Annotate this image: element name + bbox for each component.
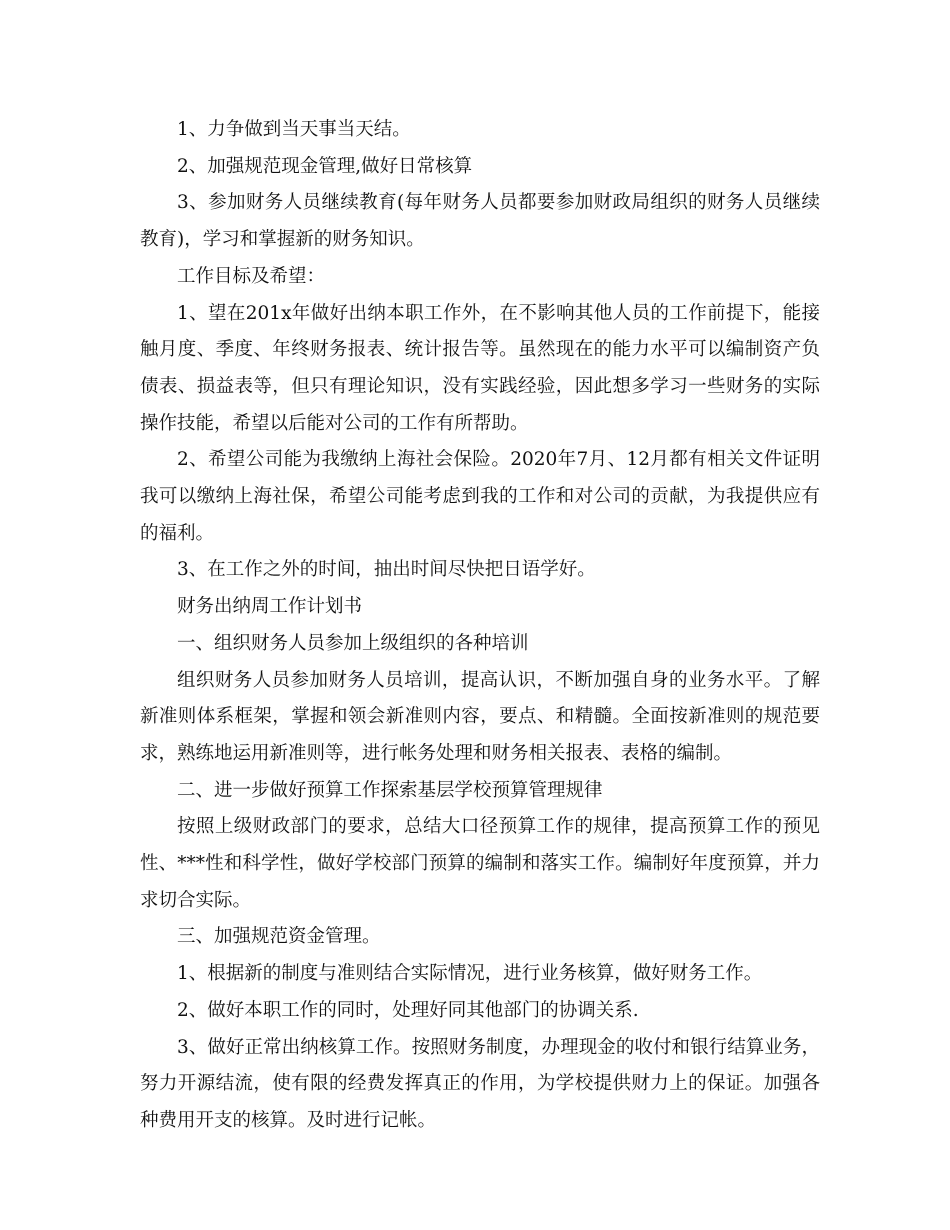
goal-item-2: 2、希望公司能为我缴纳上海社会保险。2020年7月、12月都有相关文件证明我可以缴纳上海社保，希望公司能考虑到我的工作和对公司的贡献，为我提供应有的福利。 [140,449,820,544]
goal-item-3: 3、在工作之外的时间，抽出时间尽快把日语学好。 [177,559,596,581]
plan-title: 财务出纳周工作计划书 [177,596,363,618]
plan-paragraph-2: 按照上级财政部门的要求，总结大口径预算工作的规律，提高预算工作的预见性、***性和科学性，做好学校部门预算的编制和落实工作。编制好年度预算，并力求切合实际。 [140,816,820,911]
task-item-1: 1、力争做到当天事当天结。 [177,119,411,140]
plan-item-3: 3、做好正常出纳核算工作。按照财务制度，办理现金的收付和银行结算业务，努力开源结流，使有限的经费发挥真正的作用，为学校提供财力上的保证。加强各种费用开支的核算。及时进行记帐。 [140,1036,820,1131]
plan-item-2: 2、做好本职工作的同时，处理好同其他部门的协调关系. [177,999,639,1021]
document-body [140,112,820,1140]
plan-heading-3: 三、加强规范资金管理。 [177,926,381,948]
task-item-2: 2、加强规范现金管理,做好日常核算 [177,155,473,177]
plan-heading-2: 二、进一步做好预算工作探索基层学校预算管理规律 [177,779,603,801]
plan-paragraph-1: 组织财务人员参加财务人员培训，提高认识，不断加强自身的业务水平。了解新准则体系框架，掌握和领会新准则内容，要点、和精髓。全面按新准则的规范要求，熟练地运用新准则等，进行帐务处理和财务相关报表、表格的编制。 [140,669,820,764]
goal-item-1: 1、望在201x年做好出纳本职工作外，在不影响其他人员的工作前提下，能接触月度、季度、年终财务报表、统计报告等。虽然现在的能力水平可以编制资产负债表、损益表等，但只有理论知识，没有实践经验，因此想多学习一些财务的实际操作技能，希望以后能对公司的工作有所帮助。 [140,302,820,434]
task-item-3: 3、参加财务人员继续教育(每年财务人员都要参加财政局组织的财务人员继续教育)，学习和掌握新的财务知识。 [140,192,820,251]
plan-heading-1: 一、组织财务人员参加上级组织的各种培训 [177,632,529,654]
plan-item-1: 1、根据新的制度与准则结合实际情况，进行业务核算，做好财务工作。 [177,963,763,985]
section-heading-goals: 工作目标及希望： [177,265,326,287]
